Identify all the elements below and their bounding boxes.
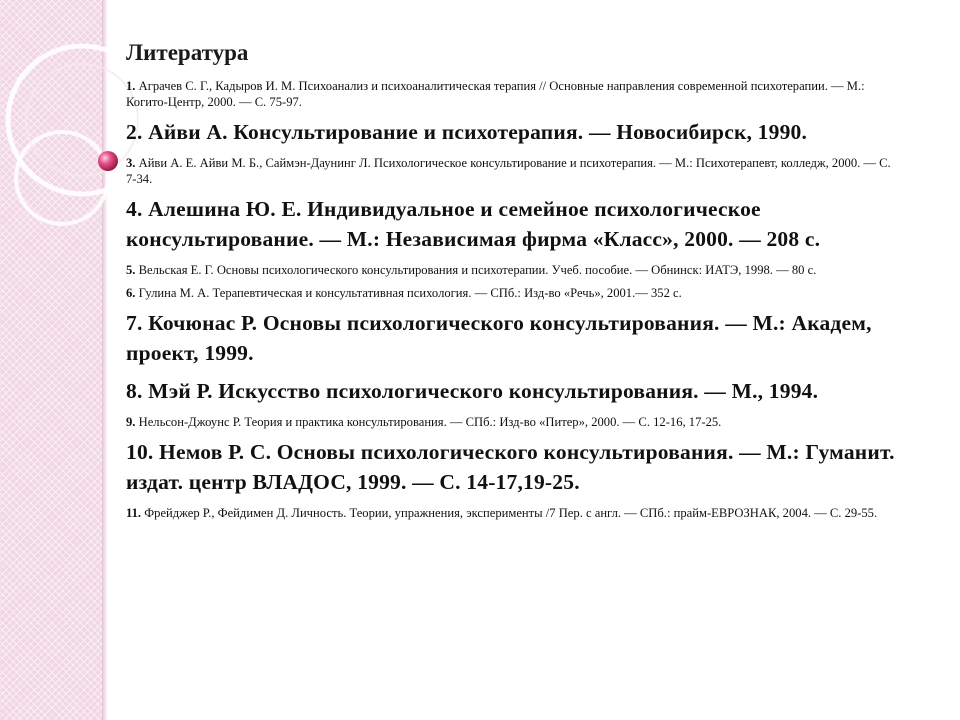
reference-item <box>126 117 902 147</box>
reference-text: Фрейджер Р., Фейдимен Д. Личность. Теории, упражнения, эксперименты /7 Пер. с англ. — СПб.: прайм-ЕВРОЗНАК, 2004. — С. 29-55. <box>141 506 878 520</box>
pink-bead <box>98 151 118 171</box>
reference-number: 2. <box>126 120 143 144</box>
reference-number: 7. <box>126 311 143 335</box>
reference-number: 5. <box>126 263 136 277</box>
reference-item <box>126 262 902 278</box>
reference-text: Алешина Ю. Е. Индивидуальное и семейное психологическое консультирование. — М.: Независимая фирма «Класс», 2000. — 208 с. <box>126 197 821 251</box>
slide-title: Литература <box>126 40 249 65</box>
ring-medium <box>16 132 108 224</box>
reference-text: Нельсон-Джоунс Р. Теория и практика консультирования. — СПб.: Изд-во «Питер», 2000. — С. 12-16, 17-25. <box>135 415 722 429</box>
reference-text: Немов Р. С. Основы психологического консультирования. — М.: Гуманит. издат. центр ВЛАДОС, 1999. — С. 14-17,19-25. <box>126 440 895 494</box>
reference-number: 10. <box>126 440 154 464</box>
reference-item <box>126 437 902 497</box>
reference-number: 8. <box>126 379 143 403</box>
reference-text: Гулина М. А. Терапевтическая и консультативная психология. — СПб.: Изд-во «Речь», 2001.— 352 с. <box>135 286 682 300</box>
reference-text: Айви А. Е. Айви М. Б., Саймэн-Даунинг Л. Психологическое консультирование и психотерапия. — М.: Психотерапевт, колледж, 2000. — С. 7-34. <box>126 156 891 186</box>
reference-item <box>126 414 902 430</box>
reference-item <box>126 308 902 368</box>
reference-number: 6. <box>126 286 136 300</box>
reference-item <box>126 505 902 521</box>
reference-text: Мэй Р. Искусство психологического консультирования. — М., 1994. <box>142 379 819 403</box>
reference-number: 1. <box>126 79 136 93</box>
reference-item <box>126 285 902 301</box>
ring-inner <box>26 64 138 176</box>
reference-list <box>126 78 902 528</box>
reference-item <box>126 194 902 254</box>
reference-item <box>126 376 902 406</box>
reference-number: 9. <box>126 415 136 429</box>
reference-number: 3. <box>126 156 136 170</box>
reference-text: Вельская Е. Г. Основы психологического консультирования и психотерапии. Учеб. пособие. — Обнинск: ИАТЭ, 1998. — 80 с. <box>135 263 817 277</box>
reference-item <box>126 78 902 110</box>
reference-number: 4. <box>126 197 143 221</box>
reference-number: 11. <box>126 506 142 520</box>
reference-item <box>126 155 902 187</box>
reference-text: Аграчев С. Г., Кадыров И. М. Психоанализ и психоаналитическая терапия // Основные направления современной психотерапии. — М.: Когито-Центр, 2000. — С. 75-97. <box>126 79 865 109</box>
reference-text: Кочюнас Р. Основы психологического консультирования. — М.: Академ, проект, 1999. <box>126 311 872 365</box>
reference-text: Айви А. Консультирование и психотерапия. — Новосибирск, 1990. <box>142 120 808 144</box>
